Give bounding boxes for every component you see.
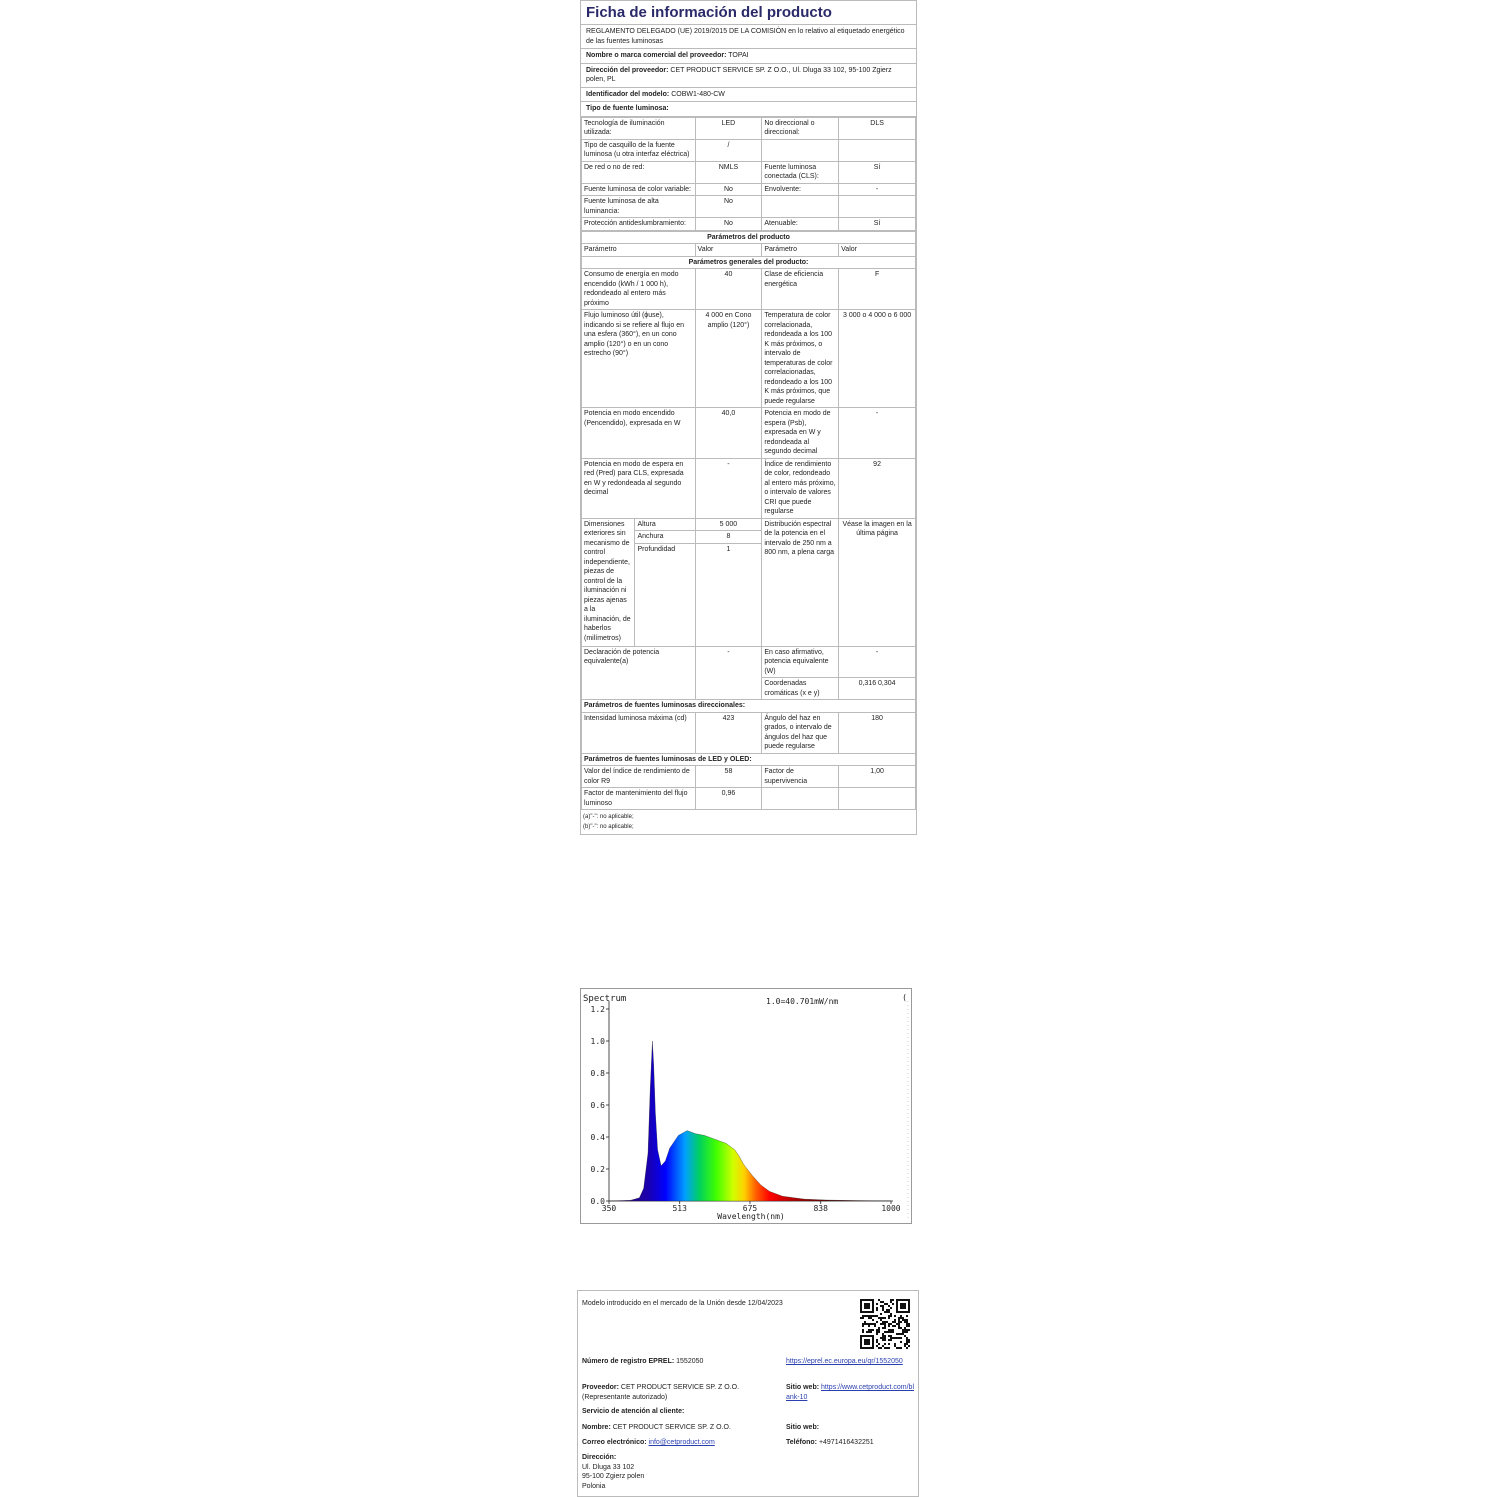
card-supplier-value: CET PRODUCT SERVICE SP. Z O.O. (Representante autorizado) — [582, 1384, 740, 1401]
card-supplier-label: Proveedor: — [582, 1384, 619, 1391]
dim-name: Altura — [635, 518, 695, 531]
equiv-right-value: - — [839, 646, 916, 678]
general-row — [582, 458, 916, 518]
address-row — [581, 64, 916, 88]
dim-value: 1 — [695, 543, 762, 646]
type-value-2: Sí — [839, 218, 916, 231]
source-type-row — [581, 102, 916, 117]
x-axis-label: Wavelength(nm) — [717, 1212, 785, 1221]
type-value-2: DLS — [839, 117, 916, 139]
type-row — [582, 196, 916, 218]
general-param-2: Potencia en modo de espera (Psb), expresada en W y redondeada al segundo decimal — [762, 408, 839, 459]
x-tick-label: 350 — [601, 1204, 617, 1213]
card-address-label: Dirección: — [582, 1454, 617, 1461]
x-tick-label: 1000 — [881, 1204, 901, 1213]
type-param-2: Atenuable: — [762, 218, 839, 231]
note-b: (b)"-": no aplicable; — [583, 824, 634, 830]
type-table — [581, 117, 916, 231]
address-line: Polonia — [582, 1482, 606, 1490]
eprel-value: 1552050 — [676, 1358, 704, 1365]
general-param: Potencia en modo de espera en red (Pred) para CLS, expresada en W y redondeada al segundo decimal — [582, 458, 696, 518]
type-param: Protección antideslumbramiento: — [582, 218, 696, 231]
led-param-2 — [762, 788, 839, 810]
led-value: 58 — [695, 766, 762, 788]
chart-edge-mark: ( — [902, 993, 907, 1002]
y-tick-label: 0.2 — [590, 1165, 605, 1174]
type-value-2 — [839, 196, 916, 218]
web-label: Sitio web: — [786, 1384, 820, 1391]
type-param-2: Envolvente: — [762, 183, 839, 196]
general-row — [582, 310, 916, 408]
phone-value: +4971416432251 — [818, 1439, 874, 1446]
dim-value: 5 000 — [695, 518, 762, 531]
dir-param: Intensidad luminosa máxima (cd) — [582, 712, 696, 753]
x-tick-label: 675 — [742, 1204, 758, 1213]
model-label: Identificador del modelo: — [586, 90, 670, 98]
email-label: Correo electrónico: — [582, 1439, 647, 1446]
type-value-2: Sí — [839, 161, 916, 183]
general-value: 40,0 — [695, 408, 762, 459]
intro-text: Modelo introducido en el mercado de la Unión desde 12/04/2023 — [582, 1300, 783, 1307]
spectrum-area — [609, 1041, 891, 1201]
model-value: COBW1-480-CW — [671, 90, 725, 98]
name-label: Nombre: — [582, 1424, 611, 1431]
address-value: CET PRODUCT SERVICE SP. Z O.O., Ul. Dluga 33 102, 95-100 Zgierz polen, PL — [586, 66, 892, 83]
general-row — [582, 269, 916, 310]
sheet-title: Ficha de información del producto — [581, 1, 916, 25]
footnotes — [581, 810, 916, 834]
general-value-2: F — [839, 269, 916, 310]
model-row — [581, 88, 916, 103]
type-param: Fuente luminosa de alta luminancia: — [582, 196, 696, 218]
dim-name: Anchura — [635, 531, 695, 544]
product-info-sheet — [580, 0, 917, 835]
eprel-card — [577, 1290, 919, 1497]
general-param-2: Índice de rendimiento de color, redondeado al entero más próximo, o intervalo de valores CRI que puede regularse — [762, 458, 839, 518]
type-param: Tipo de casquillo de la fuente luminosa (u otra interfaz eléctrica) — [582, 139, 696, 161]
type-param-2 — [762, 196, 839, 218]
led-row — [582, 788, 916, 810]
type-param-2: Fuente luminosa conectada (CLS): — [762, 161, 839, 183]
type-value: No — [695, 218, 762, 231]
chart-title: Spectrum — [583, 994, 627, 1004]
general-value: 40 — [695, 269, 762, 310]
type-row — [582, 183, 916, 196]
web-link[interactable]: https://www.cetproduct.com/blank-10 — [786, 1384, 914, 1401]
y-tick-label: 0.6 — [590, 1101, 605, 1110]
general-param-2: Clase de eficiencia energética — [762, 269, 839, 310]
led-param-2: Factor de supervivencia — [762, 766, 839, 788]
params-table — [581, 231, 916, 811]
type-row — [582, 161, 916, 183]
dir-header: Parámetros de fuentes luminosas direccionales: — [582, 700, 916, 713]
y-tick-label: 0.4 — [590, 1133, 605, 1142]
type-value: No — [695, 183, 762, 196]
x-tick-label: 513 — [672, 1204, 687, 1213]
led-value-2: 1,00 — [839, 766, 916, 788]
type-param: Fuente luminosa de color variable: — [582, 183, 696, 196]
params-header: Parámetros del producto — [582, 231, 916, 244]
y-tick-label: 1.2 — [590, 1005, 605, 1014]
type-row — [582, 218, 916, 231]
led-value: 0,96 — [695, 788, 762, 810]
spectral-label: Distribución espectral de la potencia en el intervalo de 250 nm a 800 nm, a plena carga — [762, 518, 839, 646]
type-param: De red o no de red: — [582, 161, 696, 183]
regulation-text: REGLAMENTO DELEGADO (UE) 2019/2015 DE LA COMISIÓN en lo relativo al etiquetado energético de las fuentes luminosas — [581, 25, 916, 49]
source-type-label: Tipo de fuente luminosa: — [586, 105, 669, 112]
equiv-right-label: En caso afirmativo, potencia equivalente (W) — [762, 646, 839, 678]
dimensions-label: Dimensiones exteriores sin mecanismo de control independiente, piezas de control de la iluminación ni piezas ajenas a la iluminación, de haberlos (milímetros) — [582, 518, 635, 646]
led-value-2 — [839, 788, 916, 810]
address-line: 95-100 Zgierz polen — [582, 1473, 645, 1480]
service-label: Servicio de atención al cliente: — [582, 1408, 685, 1415]
led-param: Valor del índice de rendimiento de color R9 — [582, 766, 696, 788]
qr-code-icon[interactable] — [860, 1299, 910, 1349]
led-param: Factor de mantenimiento del flujo luminoso — [582, 788, 696, 810]
supplier-label: Nombre o marca comercial del proveedor: — [586, 52, 727, 59]
dir-param-2: Ángulo del haz en grados, o intervalo de ángulos del haz que puede regularse — [762, 712, 839, 753]
general-value-2: - — [839, 408, 916, 459]
dim-name: Profundidad — [635, 543, 695, 646]
eprel-label: Número de registro EPREL: — [582, 1358, 675, 1365]
col-value-2: Valor — [839, 244, 916, 257]
eprel-link[interactable]: https://eprel.ec.europa.eu/qr/1552050 — [786, 1358, 903, 1365]
supplier-row — [581, 49, 916, 64]
type-param: Tecnología de iluminación utilizada: — [582, 117, 696, 139]
type-value: / — [695, 139, 762, 161]
led-row — [582, 766, 916, 788]
address-line: Ul. Dluga 33 102 — [582, 1463, 635, 1471]
y-tick-label: 1.0 — [590, 1037, 605, 1046]
type-value-2: - — [839, 183, 916, 196]
equiv-value: - — [695, 646, 762, 700]
equiv-label: Declaración de potencia equivalente(a) — [582, 646, 696, 700]
type-value: LED — [695, 117, 762, 139]
y-tick-label: 0.0 — [590, 1197, 605, 1206]
col-param-1: Parámetro — [582, 244, 696, 257]
spectrum-chart — [580, 988, 912, 1224]
type-value: NMLS — [695, 161, 762, 183]
address-label: Dirección del proveedor: — [586, 66, 669, 74]
phone-label: Teléfono: — [786, 1439, 817, 1446]
general-param-2: Temperatura de color correlacionada, redondeada a los 100 K más próximos, o intervalo de temperaturas de color correlacionadas, redondeado a los 100 K más próximos, que puede regularse — [762, 310, 839, 408]
general-value: - — [695, 458, 762, 518]
dim-value: 8 — [695, 531, 762, 544]
general-param: Consumo de energía en modo encendido (kWh / 1 000 h), redondeado al entero más próximo — [582, 269, 696, 310]
dir-value-2: 180 — [839, 712, 916, 753]
general-param: Flujo luminoso útil (ϕuse), indicando si se refiere al flujo en una esfera (360°), en un cono amplio (120°) o en un cono estrecho (90°) — [582, 310, 696, 408]
x-tick-label: 838 — [813, 1204, 828, 1213]
note-a: (a)"-": no aplicable; — [583, 814, 634, 820]
type-value: No — [695, 196, 762, 218]
general-value-2: 92 — [839, 458, 916, 518]
col-param-2: Parámetro — [762, 244, 839, 257]
type-row — [582, 117, 916, 139]
chart-annotation: 1.0=40.701mW/nm — [766, 997, 839, 1006]
web2-label: Sitio web: — [786, 1424, 820, 1431]
y-tick-label: 0.8 — [590, 1069, 605, 1078]
general-value: 4 000 en Cono amplio (120°) — [695, 310, 762, 408]
spectral-value: Véase la imagen en la última página — [839, 518, 916, 646]
spectrum-svg — [581, 989, 911, 1223]
general-value-2: 3 000 o 4 000 o 6 000 — [839, 310, 916, 408]
col-value-1: Valor — [695, 244, 762, 257]
chroma-label: Coordenadas cromáticas (x e y) — [762, 678, 839, 700]
general-row — [582, 408, 916, 459]
type-row — [582, 139, 916, 161]
type-param-2: No direccional o direccional: — [762, 117, 839, 139]
led-header: Parámetros de fuentes luminosas de LED y OLED: — [582, 753, 916, 766]
type-param-2 — [762, 139, 839, 161]
type-value-2 — [839, 139, 916, 161]
general-header: Parámetros generales del producto: — [582, 256, 916, 269]
chroma-value: 0,316 0,304 — [839, 678, 916, 700]
supplier-value: TOPAI — [728, 52, 749, 59]
dir-value: 423 — [695, 712, 762, 753]
name-value: CET PRODUCT SERVICE SP. Z O.O. — [612, 1424, 731, 1431]
general-param: Potencia en modo encendido (Pencendido), expresada en W — [582, 408, 696, 459]
email-link[interactable]: info@cetproduct.com — [648, 1439, 715, 1446]
